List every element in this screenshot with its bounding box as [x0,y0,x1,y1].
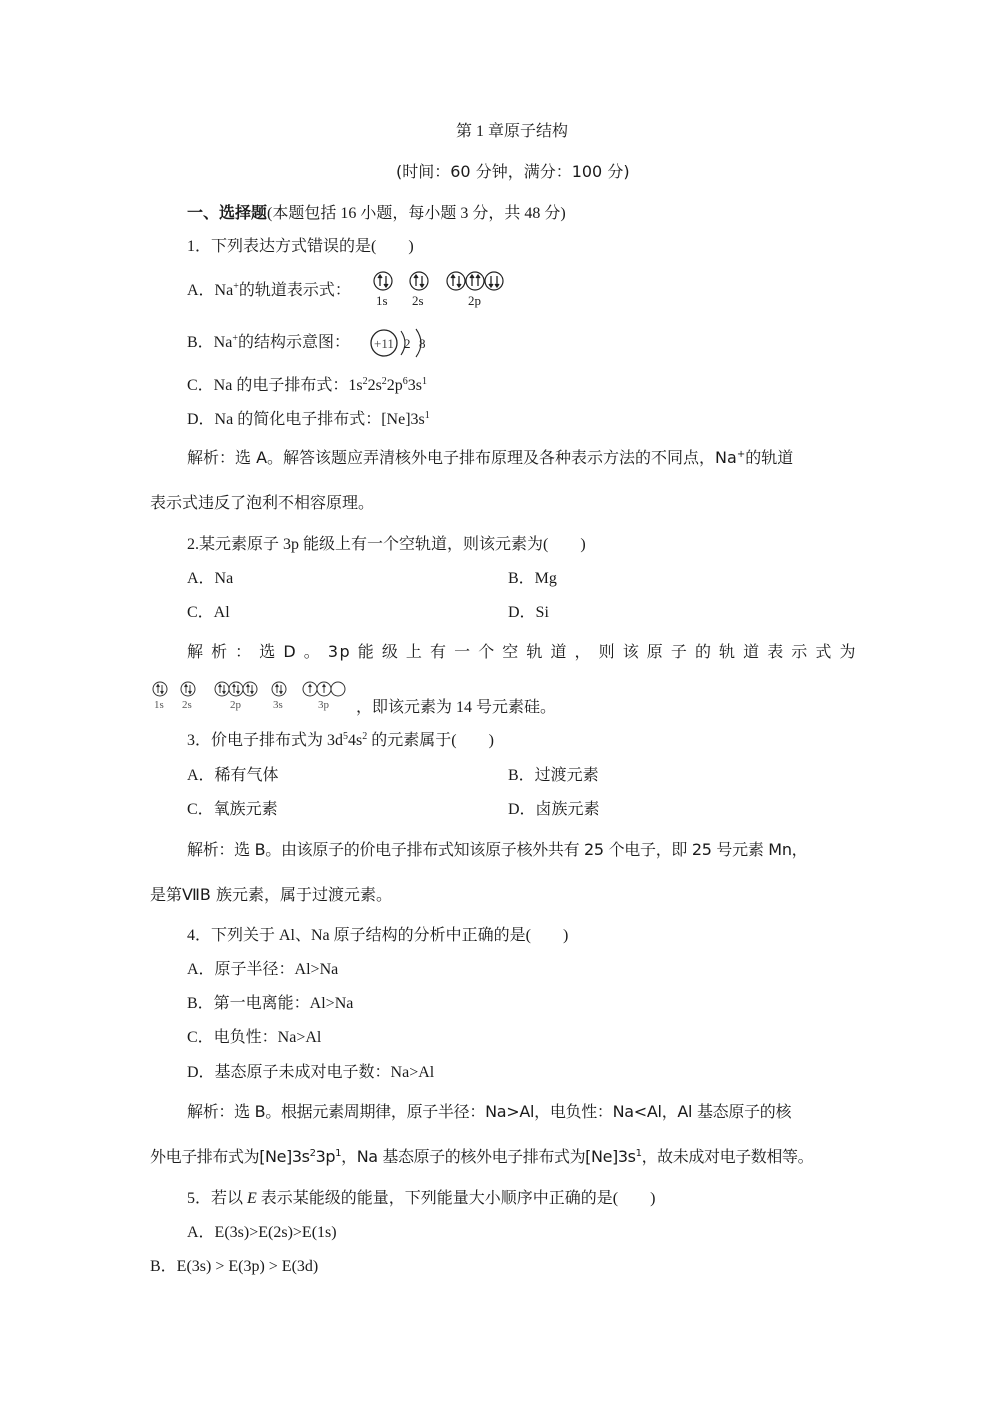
question-3-option-d: D．卤族元素 [508,801,600,818]
superscript: 1 [335,1148,342,1159]
option-b-prefix: B．Na [187,334,233,351]
superscript: 2 [362,731,368,742]
option-d-text: D．Na 的简化电子排布式：[Ne]3s [187,411,425,428]
question-2-analysis-line-2: ，即该元素为 14 号元素硅。 [356,699,557,716]
question-5-option-a: A．E(3s)>E(2s)>E(1s) [187,1224,337,1241]
charge-sup: + [233,281,239,292]
analysis-text: 外电子排布式为[Ne]3s [150,1147,310,1166]
superscript: 1 [635,1148,642,1159]
question-4-option-b: B．第一电离能：Al>Na [187,995,354,1012]
question-2-option-b: B．Mg [508,570,557,587]
option-b-text: 的结构示意图： [237,334,350,351]
question-4-option-d: D．基态原子未成对电子数：Na>Al [187,1064,435,1081]
question-4-stem: 4．下列关于 Al、Na 原子结构的分析中正确的是( ) [187,927,569,944]
orbital-label-1s: 1s [376,293,388,308]
svg-text:2: 2 [404,336,411,351]
stem-text: 4s [348,732,363,749]
question-1-option-b [187,333,350,353]
analysis-text: 解析：选 A。解答该题应弄清核外电子排布原理及各种表示方法的不同点，Na [187,448,737,467]
superscript: 1 [422,376,428,387]
section-heading-note: (本题包括 16 小题，每小题 3 分，共 48 分) [267,205,566,222]
question-5-option-b: B．E(3s) > E(3p) > E(3d) [150,1258,319,1275]
stem-text: 5．若以 [187,1190,248,1207]
page-title: 第 1 章原子结构 [456,123,569,140]
svg-text:+11: +11 [374,336,394,351]
config-part: 3s [407,377,423,394]
option-a-prefix: A．Na [187,282,234,299]
na-ion-orbital-diagram-icon [370,270,520,312]
question-1-stem: 1．下列表达方式错误的是( ) [187,238,414,255]
analysis-text: ，Na 基态原子的核外电子排布式为[Ne]3s [341,1147,636,1166]
question-4-analysis-line-2 [150,1147,813,1167]
silicon-orbital-diagram-icon [150,680,360,714]
svg-text:1s: 1s [154,699,164,711]
stem-text: 表示某能级的能量，下列能量大小顺序中正确的是( ) [256,1190,656,1207]
question-1-analysis-line-1 [187,448,793,468]
question-1-analysis-line-2: 表示式违反了泡利不相容原理。 [150,493,375,512]
question-3-analysis-line-2: 是第ⅦB 族元素，属于过渡元素。 [150,885,392,904]
stem-text: 的元素属于( ) [367,732,494,749]
question-1-option-a [187,281,351,301]
question-1-option-d [187,410,430,430]
stem-text: 3．价电子排布式为 3d [187,732,344,749]
question-1-option-c [187,376,427,396]
section-heading [187,203,566,224]
section-heading-label: 一、选择题 [187,203,268,222]
question-3-stem [187,731,494,751]
analysis-text: ，故未成对电子数相等。 [641,1147,814,1166]
question-4-option-a: A．原子半径：Al>Na [187,961,339,978]
svg-text:8: 8 [419,336,426,351]
question-2-option-c: C．Al [187,604,230,621]
svg-text:3p: 3p [318,699,329,711]
superscript: 6 [402,376,408,387]
charge-sup: + [232,333,238,344]
question-2-option-d: D．Si [508,604,549,621]
svg-text:2s: 2s [182,699,192,711]
config-part: 2s [367,377,382,394]
svg-text:3s: 3s [273,699,283,711]
option-c-text: C．Na 的电子排布式：1s [187,377,363,394]
superscript: 2 [362,376,368,387]
question-5-stem [187,1189,655,1209]
question-3-analysis-line-1: 解析：选 B。由该原子的价电子排布式知该原子核外共有 25 个电子，即 25 号元素 Mn， [187,840,808,859]
analysis-text: 3p [315,1147,336,1166]
superscript: 1 [424,410,430,421]
question-2-option-a: A．Na [187,570,234,587]
question-3-option-b: B．过渡元素 [508,767,599,784]
orbital-label-2s: 2s [412,293,424,308]
superscript: + [736,449,746,460]
question-3-option-c: C．氧族元素 [187,801,278,818]
exam-duration-info: (时间：60 分钟，满分：100 分) [396,162,630,181]
question-2-stem: 2.某元素原子 3p 能级上有一个空轨道，则该元素为( ) [187,536,586,553]
svg-text:2p: 2p [230,699,241,711]
superscript: 5 [343,731,349,742]
na-ion-structure-diagram-icon [369,328,439,360]
question-2-analysis-line-1: 解 析 ： 选 D 。 3p 能 级 上 有 一 个 空 轨 道 ， 则 该 原 子 的 轨 道 表 示 式 为 [187,642,857,661]
option-a-text: 的轨道表示式： [238,282,351,299]
superscript: 2 [381,376,387,387]
orbital-label-2p: 2p [468,293,481,308]
energy-symbol: E [247,1190,257,1207]
config-part: 2p [386,377,403,394]
question-4-option-c: C．电负性：Na>Al [187,1029,322,1046]
superscript: 2 [309,1148,316,1159]
analysis-text: 的轨道 [745,448,794,467]
question-4-analysis-line-1: 解析：选 B。根据元素周期律，原子半径：Na>Al，电负性：Na<Al，Al 基态原子的核 [187,1102,792,1121]
question-3-option-a: A．稀有气体 [187,767,279,784]
